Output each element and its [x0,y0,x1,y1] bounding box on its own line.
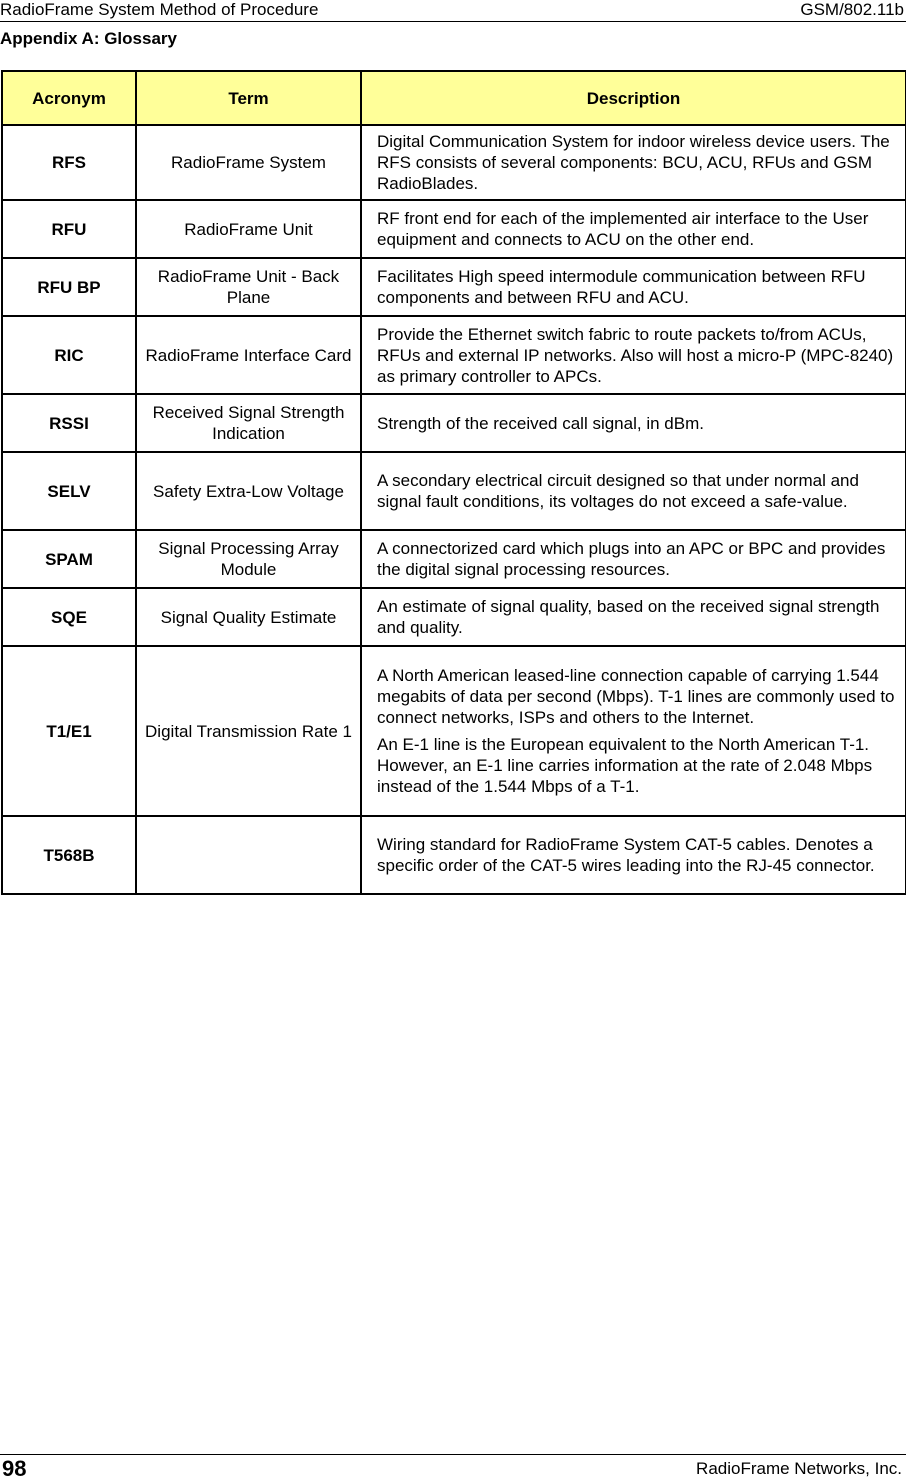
document-title: RadioFrame System Method of Procedure [0,0,319,19]
description-cell [361,530,906,588]
table-row [2,125,906,200]
term-cell: Digital Transmission Rate 1 [136,646,361,816]
page-footer [0,1454,906,1482]
description-cell [361,646,906,816]
table-row [2,452,906,530]
description-text: A connectorized card which plugs into an APC or BPC and provides the digital signal processing resources. [377,539,886,579]
description-text: Facilitates High speed intermodule communication between RFU components and between RFU and ACU. [377,267,866,307]
description-cell [361,588,906,646]
description-text: RF front end for each of the implemented air interface to the User equipment and connects to ACU on the other end. [377,209,869,249]
description-text: Digital Communication System for indoor wireless device users. The RFS consists of several components: BCU, ACU, RFUs and GSM RadioBlades. [377,132,890,193]
term-cell [136,816,361,894]
term-cell: Signal Processing Array Module [136,530,361,588]
company-name: RadioFrame Networks, Inc. [696,1459,902,1478]
page-header [0,0,906,22]
term-cell: Received Signal Strength Indication [136,394,361,452]
column-header-term: Term [136,71,361,125]
term-cell: RadioFrame Unit [136,200,361,258]
table-row [2,588,906,646]
term-cell: RadioFrame Unit - Back Plane [136,258,361,316]
acronym-cell: SPAM [2,530,136,588]
column-header-acronym: Acronym [2,71,136,125]
description-text: An E-1 line is the European equivalent to the North American T-1. However, an E-1 line carries information at the rate of 2.048 Mbps instead of the 1.544 Mbps of a T-1. [377,735,873,796]
description-cell [361,125,906,200]
table-row [2,316,906,394]
acronym-cell: T568B [2,816,136,894]
description-cell [361,394,906,452]
acronym-cell: SQE [2,588,136,646]
table-row [2,200,906,258]
description-text: A secondary electrical circuit designed so that under normal and signal fault conditions, its voltages do not exceed a safe-value. [377,471,859,511]
column-header-description: Description [361,71,906,125]
description-cell [361,452,906,530]
table-row [2,394,906,452]
section-title: Appendix A: Glossary [0,29,177,48]
term-cell: RadioFrame System [136,125,361,200]
term-cell: Signal Quality Estimate [136,588,361,646]
description-text: Provide the Ethernet switch fabric to route packets to/from ACUs, RFUs and external IP networks. Also will host a micro-P (MPC-8240) as primary controller to APCs. [377,324,894,386]
acronym-cell: RFS [2,125,136,200]
acronym-cell: T1/E1 [2,646,136,816]
description-cell [361,816,906,894]
term-cell: Safety Extra-Low Voltage [136,452,361,530]
glossary-table [1,70,906,895]
description-cell [361,316,906,394]
description-cell [361,258,906,316]
acronym-cell: RIC [2,316,136,394]
table-row [2,646,906,816]
document-version: GSM/802.11b [800,0,904,19]
acronym-cell: SELV [2,452,136,530]
table-row [2,530,906,588]
term-cell: RadioFrame Interface Card [136,316,361,394]
page-number: 98 [2,1456,27,1481]
description-text: An estimate of signal quality, based on the received signal strength and quality. [377,597,880,637]
description-text: Wiring standard for RadioFrame System CAT-5 cables. Denotes a specific order of the CAT-5 wires leading into the RJ-45 connector. [377,835,875,875]
table-row [2,258,906,316]
acronym-cell: RFU BP [2,258,136,316]
description-cell [361,200,906,258]
table-header-row [2,71,906,125]
acronym-cell: RFU [2,200,136,258]
description-text: Strength of the received call signal, in dBm. [377,413,704,433]
acronym-cell: RSSI [2,394,136,452]
description-text: A North American leased-line connection capable of carrying 1.544 megabits of data per second (Mbps). T-1 lines are commonly used to connect networks, ISPs and others to the Internet. [377,666,895,727]
table-row [2,816,906,894]
